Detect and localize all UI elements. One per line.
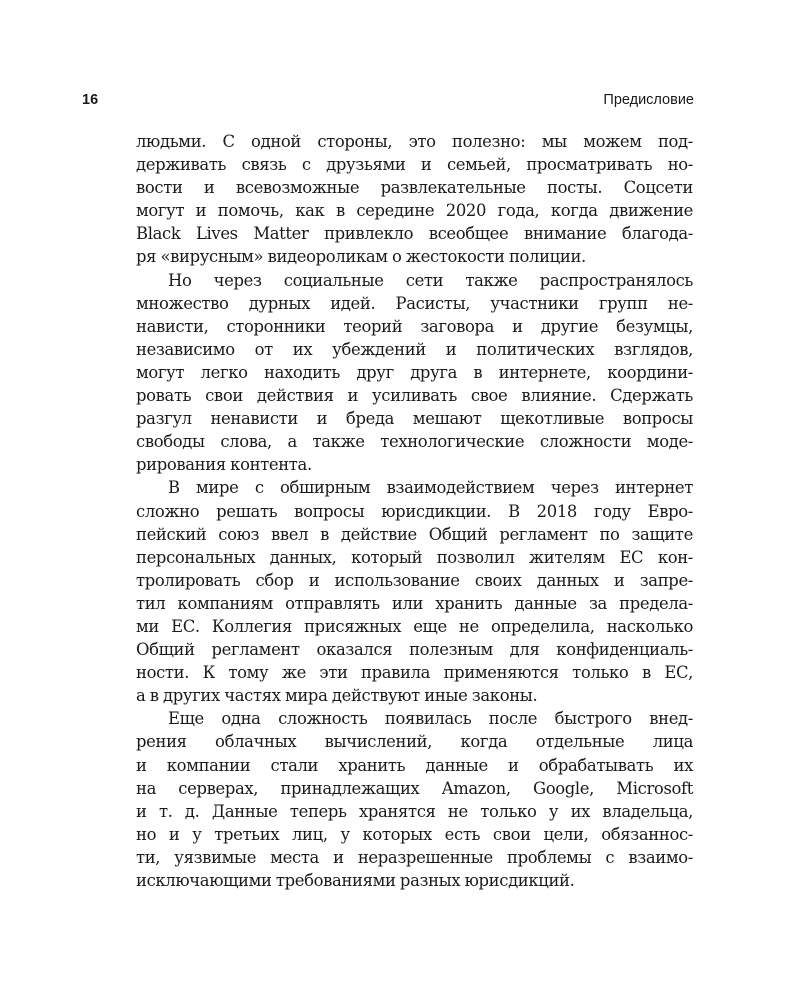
- text-line: тролировать сбор и использование своих данных и запре-: [136, 570, 693, 590]
- text-line: ря «вирусным» видеороликам о жестокости полиции.: [136, 247, 586, 267]
- text-line: но и у третьих лиц, у которых есть свои цели, обязаннос-: [136, 824, 693, 844]
- text-line: ровать свои действия и усиливать свое влияние. Сдержать: [136, 386, 693, 406]
- text-line: Еще одна сложность появилась после быстрого внед-: [168, 709, 693, 729]
- running-head: [82, 92, 694, 112]
- text-line: рения облачных вычислений, когда отдельные лица: [136, 732, 693, 752]
- text-line: а в других частях мира действуют иные законы.: [136, 686, 538, 706]
- paragraph-1: [136, 130, 693, 269]
- text-line: людьми. С одной стороны, это полезно: мы можем под-: [136, 132, 693, 151]
- text-line: держивать связь с друзьями и семьей, просматривать но-: [136, 155, 693, 175]
- body-text: [136, 130, 693, 892]
- text-line: могут и помочь, как в середине 2020 года, когда движение: [136, 201, 693, 221]
- page-number: 16: [82, 92, 99, 108]
- text-line: Но через социальные сети также распространялось: [168, 270, 693, 290]
- text-line: множество дурных идей. Расисты, участники групп не-: [136, 293, 693, 313]
- text-line: и т. д. Данные теперь хранятся не только у их владельца,: [136, 801, 693, 821]
- text-line: вости и всевозможные развлекательные посты. Соцсети: [136, 178, 693, 198]
- text-line: ти, уязвимые места и неразрешенные проблемы с взаимо-: [136, 847, 693, 867]
- text-line: ности. К тому же эти правила применяются только в ЕС,: [136, 663, 693, 683]
- text-line: рирования контента.: [136, 455, 312, 475]
- text-line: нависти, сторонники теорий заговора и другие безумцы,: [136, 316, 693, 336]
- text-line: сложно решать вопросы юрисдикции. В 2018 году Евро-: [136, 501, 693, 521]
- text-line: тил компаниям отправлять или хранить данные за предела-: [136, 593, 693, 613]
- text-line: и компании стали хранить данные и обрабатывать их: [136, 755, 693, 775]
- paragraph-2: [136, 269, 693, 477]
- paragraph-3: [136, 476, 693, 707]
- text-line: разгул ненависти и бреда мешают щекотливые вопросы: [136, 409, 693, 429]
- text-line: Black Lives Matter привлекло всеобщее внимание благода-: [136, 224, 693, 244]
- text-line: В мире с обширным взаимодействием через интернет: [168, 478, 693, 498]
- text-line: на серверах, принадлежащих Amazon, Google, Microsoft: [136, 778, 693, 798]
- paragraph-4: [136, 707, 693, 892]
- text-line: независимо от их убеждений и политических взглядов,: [136, 339, 693, 359]
- chapter-title: Предисловие: [603, 92, 694, 108]
- text-line: исключающими требованиями разных юрисдикций.: [136, 871, 575, 890]
- text-line: персональных данных, который позволил жителям ЕС кон-: [136, 547, 693, 567]
- text-line: Общий регламент оказался полезным для конфиденциаль-: [136, 640, 693, 660]
- text-line: пейский союз ввел в действие Общий регламент по защите: [136, 524, 693, 544]
- text-line: могут легко находить друг друга в интернете, координи-: [136, 362, 693, 382]
- text-line: ми ЕС. Коллегия присяжных еще не определила, насколько: [136, 616, 693, 636]
- text-line: свободы слова, а также технологические сложности моде-: [136, 432, 693, 452]
